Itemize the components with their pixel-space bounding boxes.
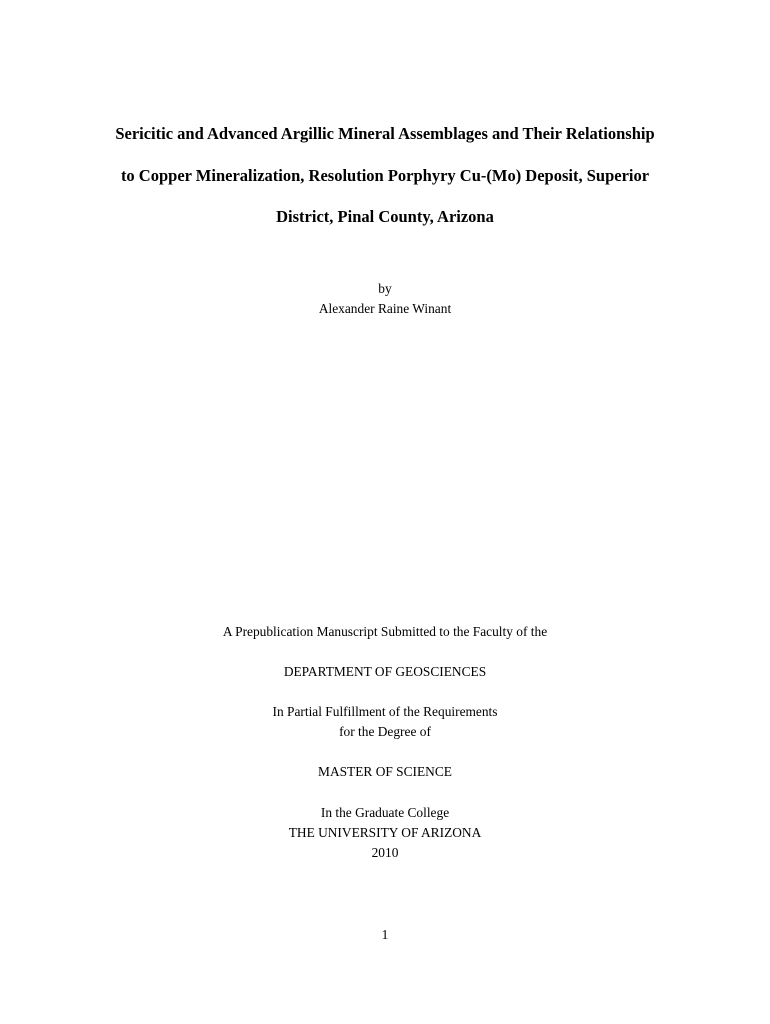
page-number: 1	[381, 927, 389, 942]
thesis-title-line-3: District, Pinal County, Arizona	[276, 207, 494, 226]
thesis-title-line-2: to Copper Mineralization, Resolution Porphyry Cu-(Mo) Deposit, Superior	[120, 166, 650, 185]
university-name: THE UNIVERSITY OF ARIZONA	[288, 825, 482, 840]
thesis-title-line-1: Sericitic and Advanced Argillic Mineral Assemblages and Their Relationship	[115, 124, 655, 143]
by-label: by	[378, 281, 392, 296]
manuscript-statement: A Prepublication Manuscript Submitted to the Faculty of the	[222, 624, 548, 639]
graduate-college: In the Graduate College	[320, 805, 450, 820]
fulfillment-statement-line-2: for the Degree of	[339, 724, 431, 739]
degree-name: MASTER OF SCIENCE	[318, 764, 452, 779]
department-name: DEPARTMENT OF GEOSCIENCES	[283, 664, 487, 679]
fulfillment-statement-line-1: In Partial Fulfillment of the Requirements	[272, 704, 498, 719]
author-name: Alexander Raine Winant	[318, 301, 452, 316]
submission-year: 2010	[371, 845, 399, 860]
